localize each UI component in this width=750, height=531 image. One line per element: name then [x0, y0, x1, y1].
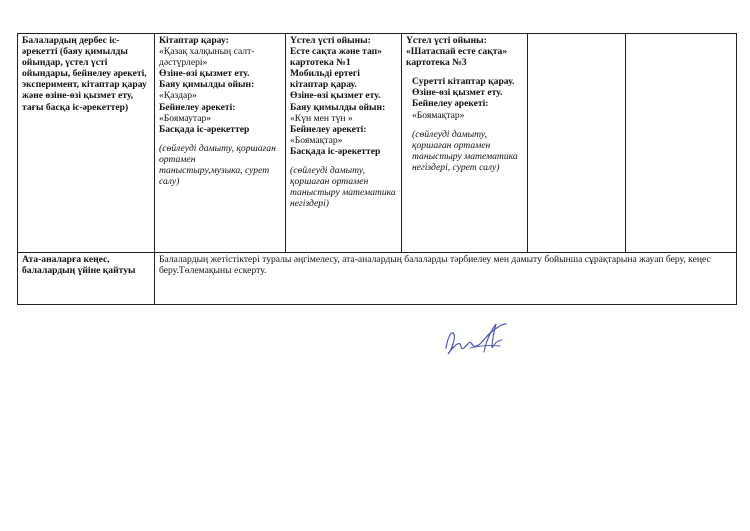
cell-text: Бейнелеу әрекеті: — [159, 101, 236, 113]
row-header-parents — [18, 253, 155, 305]
spacer — [412, 121, 523, 129]
cell-text: Баяу қимылды ойын: — [290, 101, 386, 113]
cell-parents-note — [155, 253, 737, 305]
row-header-text: Ата-аналарға кеңес, балалардың үйіне қайтуы — [22, 254, 136, 277]
signature-image — [440, 318, 512, 360]
cell-text: Балалардың жетістіктері туралы әңгімелесу, ата-аналардың балаларды тәрбиелеу мен дамыту бойынша сұрақтарына жауап беру, кеңес беру.Төлемақыны ескерту. — [159, 254, 711, 277]
schedule-table — [17, 33, 737, 305]
cell-text: «Күн мен түн » — [290, 112, 353, 124]
row-header-independent-activity — [18, 34, 155, 253]
cell-text: «Боямаутар» — [159, 112, 212, 124]
cell-text: «Боямақтар» — [290, 134, 343, 146]
cell-text: Үстел үсті ойыны: — [290, 35, 371, 46]
cell-text: Бейнелеу әрекеті: — [290, 123, 367, 135]
cell-text: «Қаздар» — [159, 90, 197, 102]
cell-text: «Қазақ халқының салт-дәстүрлері» — [159, 46, 255, 69]
cell-text: Баяу қимылды ойын: — [159, 79, 255, 91]
row-header-text: Балалардың дербес іс-әрекетті (баяу қимылды ойындар, үстел үсті ойындары, бейнелеу әрекеті, эксперимент, кітаптар қарау және өзіне-өзі қызмет ету, тағы басқа іс-әрекеттер) — [22, 35, 147, 113]
cell-text: «Боямақтар» — [412, 109, 465, 121]
cell-text: картотека №1 — [290, 57, 351, 69]
cell-day-3 — [402, 34, 528, 253]
cell-text: Үстел үсті ойыны: — [406, 35, 487, 46]
table-row — [18, 34, 737, 253]
table-row — [18, 253, 737, 305]
cell-text: Есте сақта және тап» — [290, 46, 382, 58]
spacer — [159, 135, 281, 143]
cell-text: Өзіне-өзі қызмет ету. — [290, 90, 381, 102]
cell-text: Суретті кітаптар қарау. — [412, 76, 515, 88]
cell-day-1 — [155, 34, 286, 253]
cell-text: Бейнелеу әрекеті: — [412, 98, 489, 110]
cell-text: Басқада іс-әрекеттер — [159, 123, 250, 135]
cell-note: (сөйлеуді дамыту, қоршаған ортамен таныстыру математика негіздері, сурет салу) — [412, 128, 518, 173]
cell-note: (сөйлеуді дамыту, қоршаған ортамен таныстыру математика негіздері) — [290, 165, 396, 210]
indented-block — [406, 76, 523, 173]
spacer — [290, 157, 397, 165]
cell-text: Мобильді ертегі кітаптар қарау. — [290, 68, 360, 91]
cell-day-2 — [286, 34, 402, 253]
cell-text: Басқада іс-әрекеттер — [290, 145, 381, 157]
cell-text: Өзіне-өзі қызмет ету. — [159, 68, 250, 80]
cell-empty-4 — [528, 34, 626, 253]
spacer — [406, 68, 523, 76]
cell-text: Өзіне-өзі қызмет ету. — [412, 87, 503, 99]
cell-empty-5 — [626, 34, 737, 253]
cell-note: (сөйлеуді дамыту, қоршаған ортамен таныстыру,музыка, сурет салу) — [159, 142, 276, 188]
cell-text: картотека №3 — [406, 57, 467, 69]
cell-text: «Шатаспай есте сақта» — [406, 46, 508, 58]
cell-text: Кітаптар қарау: — [159, 35, 229, 46]
